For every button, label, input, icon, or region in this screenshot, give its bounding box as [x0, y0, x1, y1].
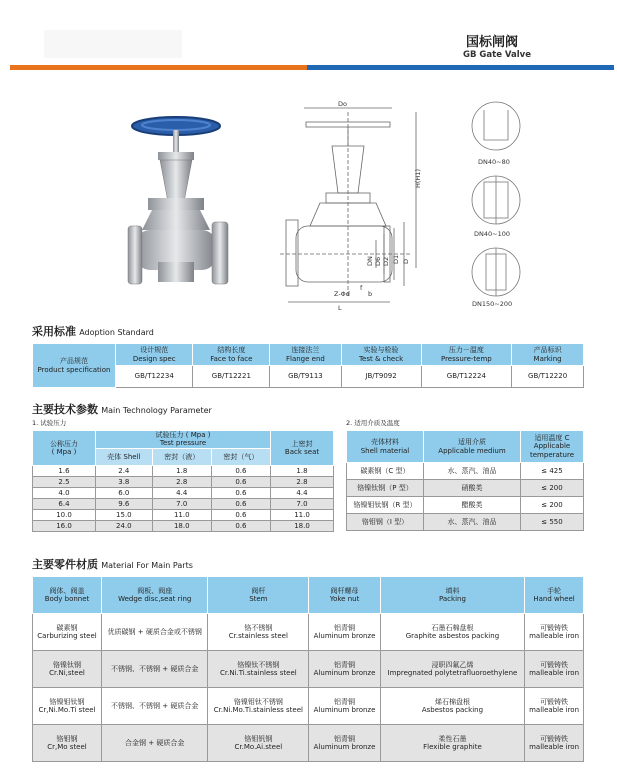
medium-table: [346, 430, 584, 531]
table-cell: 2.5: [33, 476, 96, 487]
table-cell: 碳素钢 Carburizing steel: [33, 614, 102, 651]
table-cell: 可锻铸铁 malleable iron: [525, 725, 584, 762]
test-pressure-subtitle: 1. 试验压力: [32, 419, 67, 427]
table-cell: 可锻铸铁 malleable iron: [525, 614, 584, 651]
table-cell: 7.0: [271, 498, 334, 509]
table-cell: 2.4: [96, 465, 153, 476]
table-cell: 0.6: [211, 498, 270, 509]
parts-header: 阀杆 Stem: [208, 577, 309, 614]
table-cell: 铝青铜 Aluminum bronze: [309, 651, 380, 688]
adoption-value: GB/T12220: [512, 366, 584, 388]
table-cell: ≤ 550: [521, 514, 584, 531]
label-h: H(H1): [414, 169, 422, 188]
table-cell: 4.4: [271, 487, 334, 498]
table-cell: 合金钢 + 硬质合金: [102, 725, 208, 762]
table-cell: 11.0: [271, 509, 334, 520]
table-cell: 柔性石墨 Flexible graphite: [380, 725, 524, 762]
table-cell: 水、蒸汽、油品: [424, 514, 521, 531]
parts-header: 阀体、阀盖 Body bonnet: [33, 577, 102, 614]
page-title: 国标闸阀: [466, 35, 519, 50]
table-cell: 浸职四氟乙烯 Impregnated polytetrafluoroethylene: [380, 651, 524, 688]
adoption-col-header: 产品标识 Marking: [512, 344, 584, 366]
table-cell: 石墨石棉盘根 Graphite asbestos packing: [380, 614, 524, 651]
valve-drawing: [280, 98, 430, 310]
back-seat-header: 上密封 Back seat: [271, 431, 334, 466]
table-cell: 优质碳钢 + 硬质合金或不锈钢: [102, 614, 208, 651]
shell-material-header: 壳体材料 Shell material: [347, 431, 424, 463]
adoption-value: GB/T9113: [270, 366, 341, 388]
table-cell: 铬镍钛钢 Cr.Ni,steel: [33, 651, 102, 688]
table-cell: 6.0: [96, 487, 153, 498]
table-cell: 铝青铜 Aluminum bronze: [309, 614, 380, 651]
table-cell: 铬镍钛钢（P 型）: [347, 480, 424, 497]
table-cell: 醋酸类: [424, 497, 521, 514]
parts-header: 阀杆螺母 Yoke nut: [309, 577, 380, 614]
table-cell: 可锻铸铁 malleable iron: [525, 651, 584, 688]
table-cell: 4.0: [33, 487, 96, 498]
table-cell: 烯石棉盘根 Asbestos packing: [380, 688, 524, 725]
table-cell: 铬镍钼钛钢（R 型）: [347, 497, 424, 514]
medium-header: 适用介质 Applicable medium: [424, 431, 521, 463]
tech-heading: 主要技术参数 Main Technology Parameter: [32, 403, 212, 416]
medium-subtitle: 2. 适用介质及温度: [346, 419, 400, 427]
table-cell: 铬镍钼钛不锈钢 Cr.Ni.Mo.Ti.stainless steel: [208, 688, 309, 725]
parts-table: [32, 576, 584, 762]
table-cell: 3.8: [96, 476, 153, 487]
table-cell: 0.6: [211, 487, 270, 498]
detail-views: [462, 100, 534, 310]
shell-header: 壳体 Shell: [96, 448, 153, 465]
table-cell: 24.0: [96, 520, 153, 531]
adoption-col-header: 实验与检验 Test & check: [341, 344, 421, 366]
seal-gas-header: 密封（气）: [211, 448, 270, 465]
table-cell: 0.6: [211, 476, 270, 487]
adoption-col-header: 压力－温度 Pressure-temp: [421, 344, 512, 366]
nominal-pressure-header: 公称压力 ( Mpa ): [33, 431, 96, 466]
table-cell: 铝青铜 Aluminum bronze: [309, 725, 380, 762]
label-dn: DN: [366, 256, 374, 266]
table-cell: 2.8: [152, 476, 211, 487]
table-cell: 铬钼钒钢 Cr.Mo.Ai.steel: [208, 725, 309, 762]
table-cell: 0.6: [211, 509, 270, 520]
table-cell: 9.6: [96, 498, 153, 509]
detail-caption-3: DN150~200: [472, 300, 513, 308]
adoption-col-header: 设计规范 Design spec: [116, 344, 193, 366]
table-cell: 铬钼钢（I 型）: [347, 514, 424, 531]
table-cell: 1.8: [152, 465, 211, 476]
page-subtitle: GB Gate Valve: [463, 50, 531, 60]
adoption-value: GB/T12221: [193, 366, 270, 388]
table-cell: 2.8: [271, 476, 334, 487]
label-d: D: [402, 258, 410, 264]
table-cell: 铬钼钢 Cr,Mo steel: [33, 725, 102, 762]
table-cell: 18.0: [271, 520, 334, 531]
label-d1: D1: [392, 254, 400, 264]
adoption-heading: 采用标准 Adoption Standard: [32, 325, 154, 338]
table-cell: 不锈钢、不锈钢 + 硬质合金: [102, 651, 208, 688]
adoption-col-header: 连接法兰 Flange end: [270, 344, 341, 366]
label-f: f: [360, 284, 363, 292]
seal-liquid-header: 密封（液）: [152, 448, 211, 465]
table-cell: 16.0: [33, 520, 96, 531]
detail-caption-1: DN40~80: [478, 158, 510, 166]
table-cell: 铬不锈钢 Cr.stainless steel: [208, 614, 309, 651]
table-cell: 硝酸类: [424, 480, 521, 497]
parts-header: 手轮 Hand wheel: [525, 577, 584, 614]
label-b: b: [368, 290, 373, 298]
blue-bar: [307, 65, 614, 70]
test-pressure-header: 试验压力 ( Mpa ) Test pressure: [96, 431, 271, 449]
label-d6: D6: [374, 256, 382, 266]
label-d2: D2: [382, 256, 390, 266]
table-cell: 水、蒸汽、油品: [424, 463, 521, 480]
product-spec-header: 产品规范 Product specification: [33, 344, 116, 388]
label-l: L: [338, 304, 342, 310]
table-cell: 6.4: [33, 498, 96, 509]
table-cell: 11.0: [152, 509, 211, 520]
adoption-value: JB/T9092: [341, 366, 421, 388]
adoption-col-header: 结构长度 Face to face: [193, 344, 270, 366]
label-zd: Z-Φd: [334, 290, 350, 298]
table-cell: 不锈钢、不锈钢 + 硬质合金: [102, 688, 208, 725]
table-cell: ≤ 200: [521, 480, 584, 497]
table-cell: 1.8: [271, 465, 334, 476]
table-cell: 10.0: [33, 509, 96, 520]
table-cell: ≤ 425: [521, 463, 584, 480]
orange-bar: [10, 65, 307, 70]
table-cell: 15.0: [96, 509, 153, 520]
table-cell: 铬镍钼钛钢 Cr,Ni.Mo.Ti steel: [33, 688, 102, 725]
table-cell: 铝青铜 Aluminum bronze: [309, 688, 380, 725]
parts-header: 阀板、阀座 Wedge disc,seat ring: [102, 577, 208, 614]
parts-header: 填料 Packing: [380, 577, 524, 614]
label-do: Do: [338, 100, 347, 108]
adoption-value: GB/T12224: [421, 366, 512, 388]
adoption-value: GB/T12234: [116, 366, 193, 388]
table-cell: 碳素钢（C 型）: [347, 463, 424, 480]
table-cell: 1.6: [33, 465, 96, 476]
logo-placeholder: [44, 30, 182, 58]
pressure-table: [32, 430, 334, 532]
detail-caption-2: DN40~100: [474, 230, 510, 238]
table-cell: 0.6: [211, 465, 270, 476]
table-cell: 18.0: [152, 520, 211, 531]
valve-photo: [118, 112, 238, 302]
table-cell: 7.0: [152, 498, 211, 509]
table-cell: 0.6: [211, 520, 270, 531]
adoption-table: [32, 343, 584, 388]
table-cell: 可锻铸铁 malleable iron: [525, 688, 584, 725]
table-cell: 4.4: [152, 487, 211, 498]
parts-heading: 主要零件材质 Material For Main Parts: [32, 558, 193, 571]
temperature-header: 适用温度 C Applicable temperature: [521, 431, 584, 463]
table-cell: 铬镍钛不锈钢 Cr.Ni.Ti.stainless steel: [208, 651, 309, 688]
table-cell: ≤ 200: [521, 497, 584, 514]
